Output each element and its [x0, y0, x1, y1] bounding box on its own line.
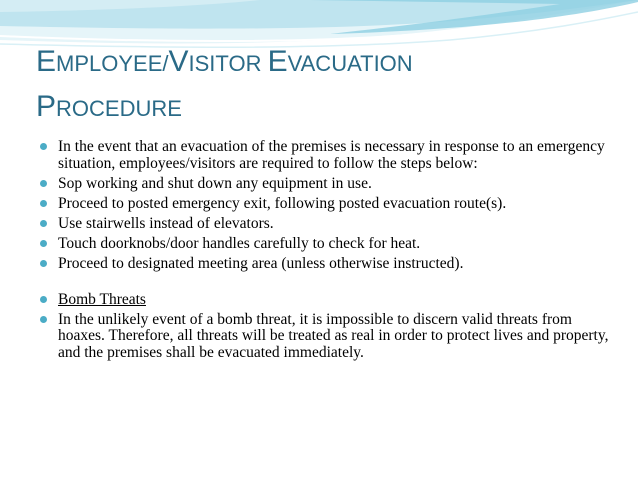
title-line-2: PROCEDURE	[36, 90, 182, 123]
bullet-list	[40, 139, 615, 365]
bullet-dot-icon	[40, 296, 47, 303]
bullet-item: Sop working and shut down any equipment in use.	[40, 176, 615, 193]
bullet-dot-icon	[40, 260, 47, 267]
bullet-dot-icon	[40, 316, 47, 323]
bullet-dot-icon	[40, 143, 47, 150]
bullet-dot-icon	[40, 220, 47, 227]
bullet-item: Proceed to designated meeting area (unless otherwise instructed).	[40, 256, 615, 273]
bullet-item-bomb-threats	[40, 292, 615, 309]
bullet-item: In the event that an evacuation of the premises is necessary in response to an emergency situation, employees/visitors are required to follow the steps below:	[40, 139, 615, 172]
bullet-item: Proceed to posted emergency exit, following posted evacuation route(s).	[40, 196, 615, 213]
bullet-dot-icon	[40, 200, 47, 207]
title-line-1: EMPLOYEE/VISITOR EVACUATION	[36, 45, 413, 78]
bullet-item: Touch doorknobs/door handles carefully to check for heat.	[40, 236, 615, 253]
bomb-threats-heading: Bomb Threats	[58, 290, 146, 308]
bullet-item: In the unlikely event of a bomb threat, it is impossible to discern valid threats from hoaxes. Therefore, all threats will be treated as real in order to protect lives and property, and the premises shall be evacuated immediately.	[40, 312, 615, 362]
bullet-item: Use stairwells instead of elevators.	[40, 216, 615, 233]
bullet-spacer	[40, 276, 615, 292]
slide-title	[36, 40, 596, 130]
bullet-dot-icon	[40, 180, 47, 187]
bullet-dot-icon	[40, 240, 47, 247]
